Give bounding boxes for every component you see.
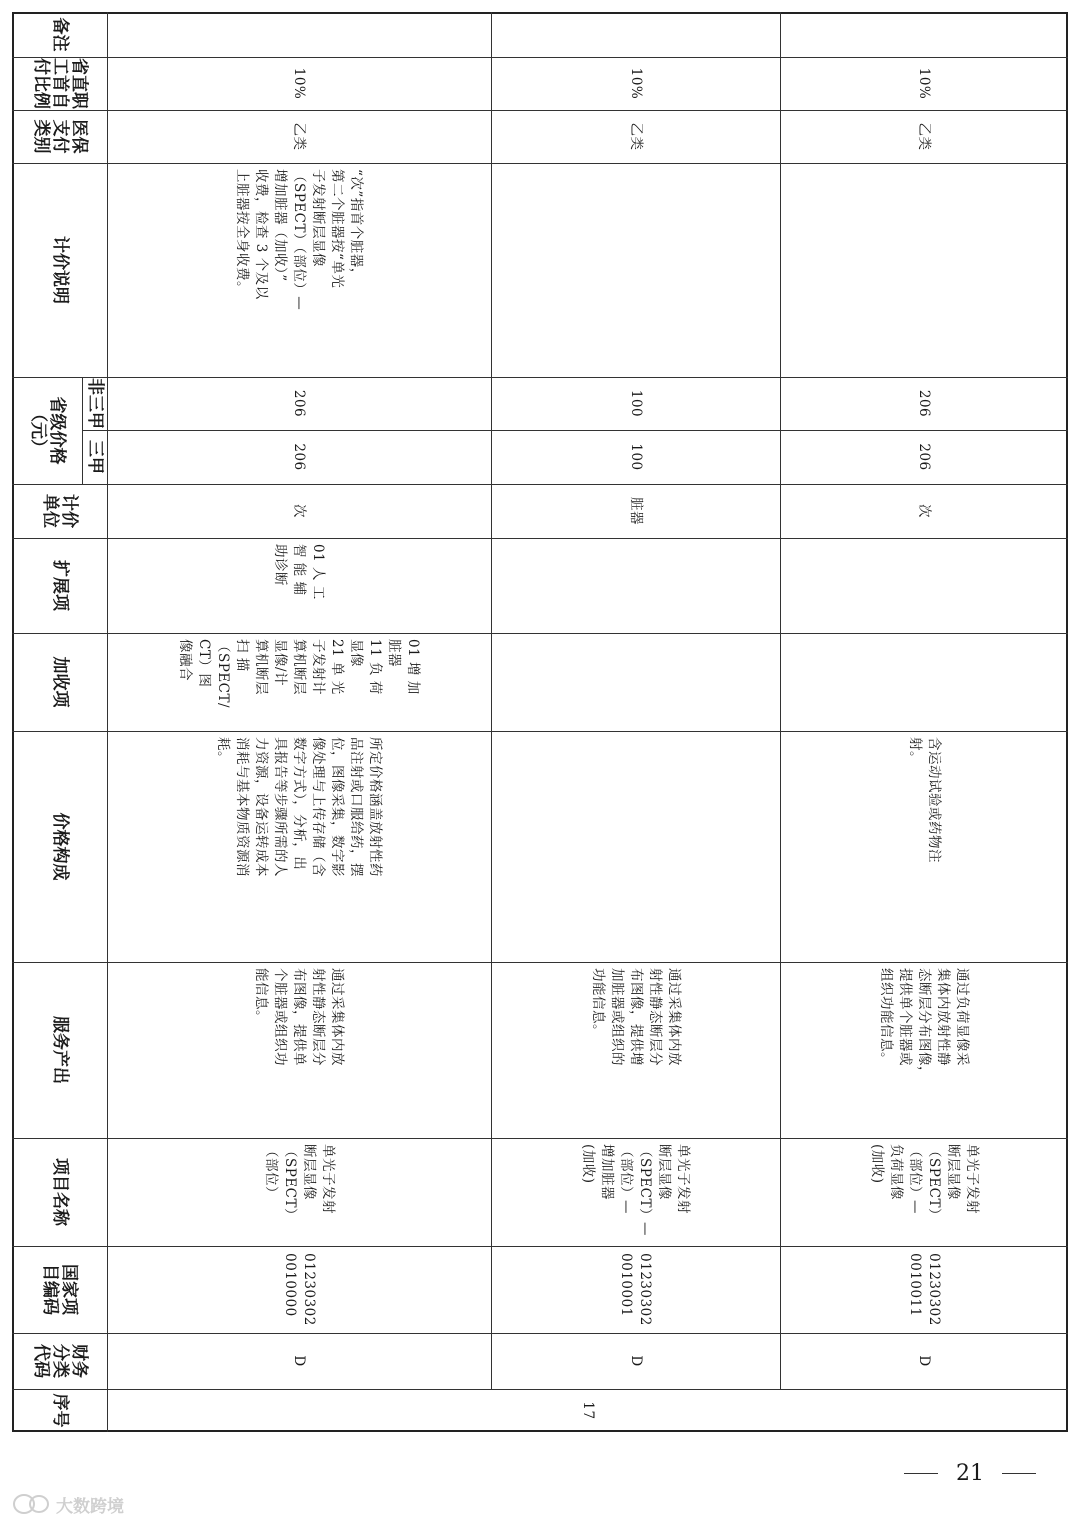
header-seq — [12, 1389, 107, 1432]
row-2-pricing-notes-text — [491, 163, 780, 377]
row-1-service-output-text: 通过采集体内放 射性静态断层分 布图像，提供单 个脏器或组织功 能信息。 — [253, 968, 346, 1066]
page-dash-right — [1002, 1473, 1036, 1474]
row-3-finance-code — [780, 1333, 1068, 1389]
row-1-extension — [107, 538, 491, 633]
row-2-surcharge-text — [491, 633, 780, 731]
row-3-item-name — [780, 1138, 1068, 1246]
row-1-surcharge — [107, 633, 491, 731]
row-1-price-tier3a — [107, 430, 491, 484]
header-extension — [12, 538, 107, 633]
header-extension-text: 扩展项 — [50, 560, 70, 611]
watermark — [12, 1490, 124, 1518]
header-provincial-price-text: 省级价格 （元） — [28, 396, 67, 465]
row-2-price-non-tier3a — [491, 377, 780, 430]
row-2-surcharge — [491, 633, 780, 731]
row-3-price-composition-text: 含运动试验或药物注 射。 — [907, 737, 942, 863]
row-2-price-tier3a — [491, 430, 780, 484]
header-service-output-text: 服务产出 — [50, 1016, 70, 1084]
header-finance-code-text: 财务 分类 代码 — [31, 1344, 89, 1378]
header-pricing-notes-text: 计价说明 — [50, 236, 70, 304]
row-1-service-output — [107, 962, 491, 1138]
row-1-remarks — [107, 12, 491, 57]
row-1-item-name — [107, 1138, 491, 1246]
row-2-self-pay-ratio — [491, 57, 780, 110]
seq-number-text: 17 — [580, 1401, 596, 1420]
row-3-price-tier3a — [780, 430, 1068, 484]
row-1-remarks-text — [107, 12, 491, 57]
row-3-surcharge — [780, 633, 1068, 731]
header-non-tier3a-text: 非三甲 — [85, 378, 105, 429]
row-2-national-code — [491, 1246, 780, 1333]
header-surcharge-text: 加收项 — [50, 656, 70, 708]
header-remarks-text: 备注 — [50, 17, 70, 52]
header-pricing-unit-text: 计价 单位 — [40, 494, 80, 528]
row-3-remarks — [780, 12, 1068, 57]
header-finance-code — [12, 1333, 107, 1389]
row-1-pricing-notes-text: “次”指首个脏器， 第二个脏器按“单光 子发射断层显像 （SPECT）（部位）— 增加脏器（加收）” 收费，检查 3 个及以 上脏器按全身收费。 — [234, 169, 365, 311]
row-2-extension-text — [491, 538, 780, 633]
row-1-finance-code-text: D — [291, 1355, 308, 1367]
row-1-national-code — [107, 1246, 491, 1333]
row-2-item-name-text: 单光子发射 断层显像 （SPECT）— （部位）— 增加脏器 (加收) — [580, 1144, 692, 1237]
row-1-surcharge-text: 01 增 加 脏器 11 负 荷 显像 21 单 光 子发射计 算机断层 显像/计 算机断层 扫 描 （SPECT/ CT）图 像融合 — [177, 639, 422, 709]
row-2-pricing-unit — [491, 484, 780, 538]
row-3-pricing-notes-text — [780, 163, 1068, 377]
header-surcharge — [12, 633, 107, 731]
row-3-remarks-text — [780, 12, 1068, 57]
row-2-remarks — [491, 12, 780, 57]
row-2-insurance-category — [491, 110, 780, 163]
row-2-item-name — [491, 1138, 780, 1246]
header-price-composition — [12, 731, 107, 962]
row-2-pricing-notes — [491, 163, 780, 377]
row-2-insurance-category-text: 乙类 — [628, 122, 644, 151]
row-3-extension-text — [780, 538, 1068, 633]
header-remarks — [12, 12, 107, 57]
page-number — [895, 1458, 1045, 1488]
row-2-price-non-tier3a-text: 100 — [628, 389, 644, 418]
header-service-output — [12, 962, 107, 1138]
row-3-price-non-tier3a-text: 206 — [916, 389, 933, 418]
row-3-item-name-text: 单光子发射 断层显像 （SPECT） （部位）— 负荷显像 (加收) — [869, 1144, 980, 1223]
row-1-item-name-text: 单光子发射 断层显像 （SPECT） （部位） — [263, 1144, 336, 1223]
row-3-pricing-unit — [780, 484, 1068, 538]
header-item-name-text: 项目名称 — [50, 1158, 70, 1226]
seq-number — [107, 1389, 1068, 1432]
row-1-national-code-text: 01230302 0010000 — [282, 1253, 317, 1326]
header-national-code-text: 国家项 目编码 — [40, 1264, 80, 1315]
page-number-text: 21 — [956, 1460, 984, 1486]
row-3-price-non-tier3a — [780, 377, 1068, 430]
row-1-finance-code — [107, 1333, 491, 1389]
header-national-code — [12, 1246, 107, 1333]
header-insurance-category — [12, 110, 107, 163]
header-tier3a-text: 三甲 — [85, 440, 105, 474]
row-1-price-non-tier3a — [107, 377, 491, 430]
row-2-extension — [491, 538, 780, 633]
row-1-extension-text: 01 人 工 智 能 辅 助诊断 — [272, 544, 327, 600]
header-tier3a — [82, 430, 107, 484]
row-3-self-pay-ratio — [780, 57, 1068, 110]
row-3-self-pay-ratio-text: 10% — [916, 67, 933, 100]
row-3-surcharge-text — [780, 633, 1068, 731]
row-1-self-pay-ratio-text: 10% — [291, 67, 308, 100]
row-1-pricing-unit — [107, 484, 491, 538]
row-3-pricing-unit-text: 次 — [916, 504, 933, 518]
row-2-service-output-text: 通过采集体内放 射性静态断层分 布图像，提供增 加脏器或组织的 功能信息。 — [590, 968, 682, 1066]
row-3-service-output — [780, 962, 1068, 1138]
row-3-insurance-category — [780, 110, 1068, 163]
row-2-price-tier3a-text: 100 — [628, 443, 644, 471]
page-dash-left — [904, 1473, 938, 1474]
row-2-price-composition-text — [491, 731, 780, 962]
header-insurance-category-text: 医保 支付 类别 — [31, 119, 89, 154]
row-3-extension — [780, 538, 1068, 633]
row-3-insurance-category-text: 乙类 — [916, 122, 933, 151]
header-provincial-price — [12, 377, 82, 484]
row-3-service-output-text: 通过负荷显像采 集体内放射性静 态断层分布图像， 提供单个脏器或 组织功能信息。 — [878, 968, 971, 1080]
row-1-price-non-tier3a-text: 206 — [291, 389, 308, 418]
row-3-price-composition — [780, 731, 1068, 962]
row-2-price-composition — [491, 731, 780, 962]
row-1-self-pay-ratio — [107, 57, 491, 110]
row-1-price-composition-text: 所定价格涵盖放射性药 品注射或口服给药，摆 位，图像采集，数字影 像处理与上传存储（含 数字方式），分析，出 具报告等步骤所需的人 力资源，设备运转成本 消耗与基本物质资源消 耗。 — [215, 737, 384, 877]
row-2-finance-code — [491, 1333, 780, 1389]
header-self-pay-ratio — [12, 57, 107, 110]
row-2-pricing-unit-text: 脏器 — [628, 497, 644, 525]
row-2-self-pay-ratio-text: 10% — [628, 67, 644, 100]
watermark-text: 大数跨境 — [56, 1496, 124, 1517]
watermark-logo-icon — [12, 1492, 52, 1516]
header-item-name — [12, 1138, 107, 1246]
row-1-price-tier3a-text: 206 — [291, 443, 308, 471]
row-2-finance-code-text: D — [628, 1355, 644, 1367]
row-1-insurance-category — [107, 110, 491, 163]
row-3-national-code — [780, 1246, 1068, 1333]
header-seq-text: 序号 — [50, 1393, 70, 1428]
header-non-tier3a — [82, 377, 107, 430]
row-1-pricing-unit-text: 次 — [291, 504, 308, 518]
header-price-composition-text: 价格构成 — [50, 812, 70, 881]
row-1-pricing-notes — [107, 163, 491, 377]
row-2-national-code-text: 01230302 0010001 — [618, 1253, 654, 1326]
header-pricing-notes — [12, 163, 107, 377]
row-3-finance-code-text: D — [916, 1355, 933, 1367]
row-2-service-output — [491, 962, 780, 1138]
row-3-national-code-text: 01230302 0010011 — [907, 1253, 942, 1326]
row-3-pricing-notes — [780, 163, 1068, 377]
row-1-insurance-category-text: 乙类 — [291, 122, 308, 151]
row-3-price-tier3a-text: 206 — [916, 443, 933, 471]
header-self-pay-ratio-text: 省直职 工首自 付比例 — [31, 58, 89, 109]
row-2-remarks-text — [491, 12, 780, 57]
header-pricing-unit — [12, 484, 107, 538]
row-1-price-composition — [107, 731, 491, 962]
